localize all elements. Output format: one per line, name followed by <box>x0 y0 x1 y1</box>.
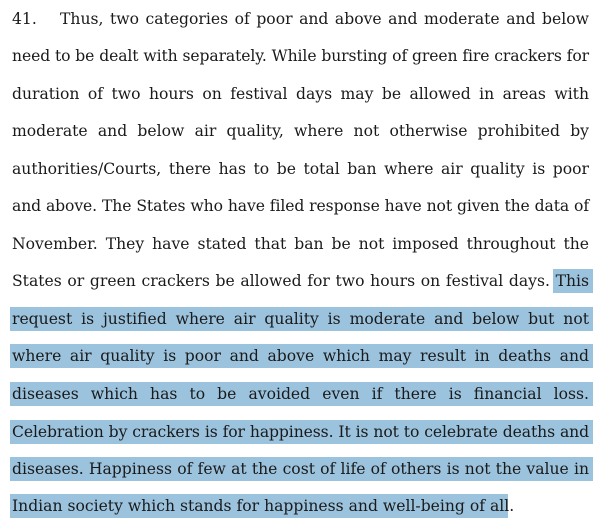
paragraph-line-7: November. They have stated that ban be not imposed throughout the <box>12 235 589 253</box>
paragraph-number: 41. <box>12 10 37 28</box>
paragraph-line-4: moderate and below air quality, where not otherwise prohibited by <box>12 122 589 140</box>
paragraph-line-3: duration of two hours on festival days may be allowed in areas with <box>12 85 589 103</box>
paragraph-line-6: and above. The States who have filed response have not given the data of <box>12 197 589 215</box>
paragraph-line-14: Indian society which stands for happiness and well-being of all. <box>12 497 515 515</box>
paragraph-line-8: States or green crackers be allowed for two hours on festival days. This <box>12 272 589 290</box>
paragraph-line-12: Celebration by crackers is for happiness. It is not to celebrate deaths and <box>12 423 589 441</box>
paragraph-line-1 <box>12 8 589 30</box>
paragraph-line-9: request is justified where air quality is moderate and below but not <box>12 310 589 328</box>
paragraph-line-10: where air quality is poor and above which may result in deaths and <box>12 347 589 365</box>
paragraph-line-13: diseases. Happiness of few at the cost of life of others is not the value in <box>12 460 589 478</box>
paragraph-line-5: authorities/Courts, there has to be total ban where air quality is poor <box>12 160 589 178</box>
paragraph-line-text: Thus, two categories of poor and above and moderate and below <box>60 10 589 28</box>
paragraph-line-2: need to be dealt with separately. While bursting of green fire crackers for <box>12 47 589 65</box>
paragraph-line-11: diseases which has to be avoided even if there is financial loss. <box>12 385 589 403</box>
